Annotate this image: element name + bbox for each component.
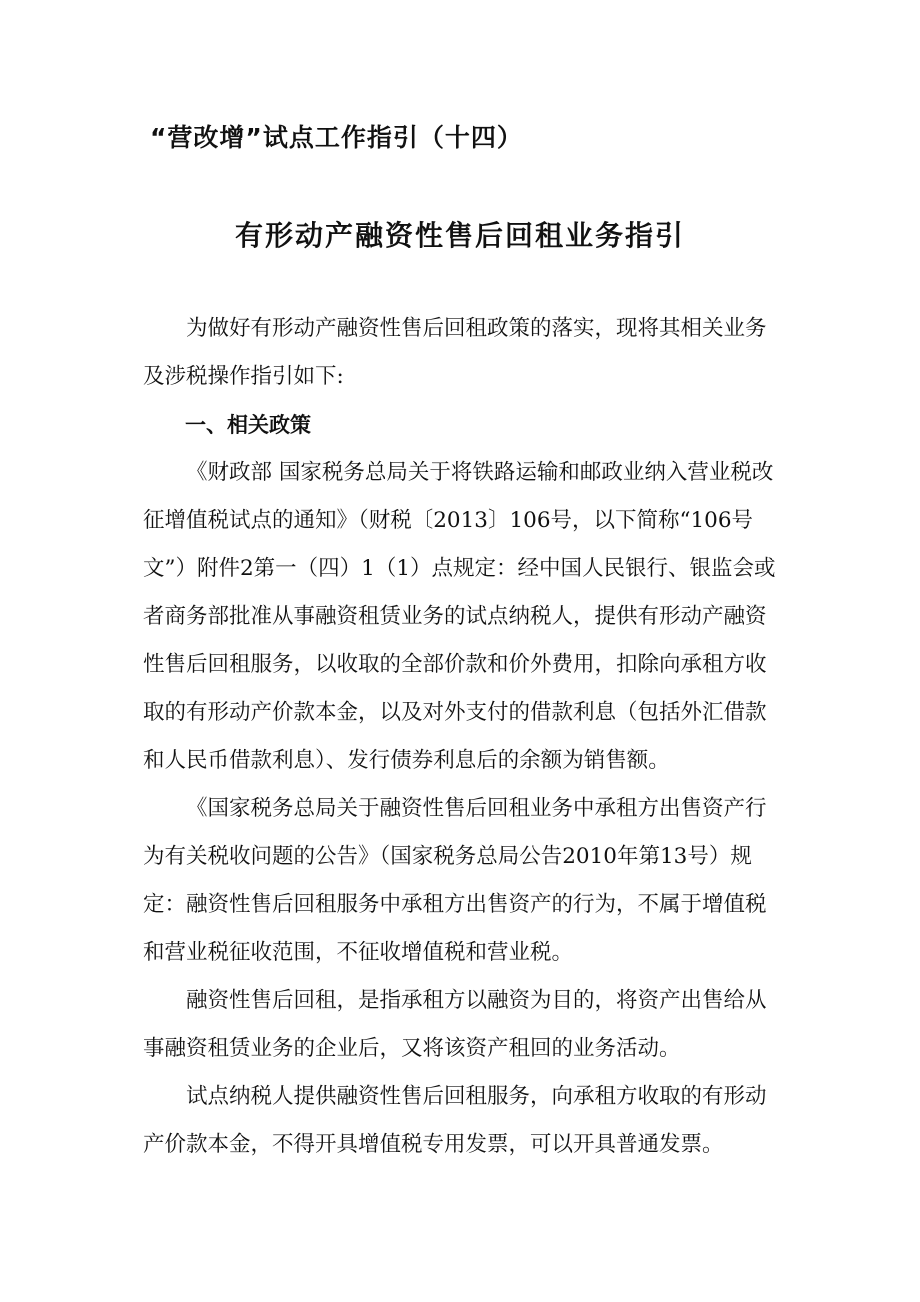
invoice-paragraph: 试点纳税人提供融资性售后回租服务，向承租方收取的有形动产价款本金，不得开具增值税专用发票，可以开具普通发票。 [143,1084,767,1157]
intro-paragraph: 为做好有形动产融资性售后回租政策的落实，现将其相关业务及涉税操作指引如下: [143,316,767,389]
series-title: “营改增”试点工作指引（十四） [150,123,523,152]
document-title: 有形动产融资性售后回租业务指引 [234,219,685,252]
policy-paragraph-1: 《财政部 国家税务总局关于将铁路运输和邮政业纳入营业税改征增值税试点的通知》（财税〔2013〕106号，以下简称“106号文”）附件2第一（四）1（1）点规定：经中国人民银行、银监会或者商务部批准从事融资租赁业务的试点纳税人，提供有形动产融资性售后回租服务，以收取的全部价款和价外费用，扣除向承租方收取的有形动产价款本金，以及对外支付的借款利息（包括外汇借款和人民币借款利息）、发行债券利息后的余额为销售额。 [143,460,776,773]
policy-paragraph-2: 《国家税务总局关于融资性售后回租业务中承租方出售资产行为有关税收问题的公告》（国家税务总局公告2010年第13号）规定：融资性售后回租服务中承租方出售资产的行为，不属于增值税和营业税征收范围，不征收增值税和营业税。 [143,796,767,965]
definition-paragraph: 融资性售后回租，是指承租方以融资为目的，将资产出售给从事融资租赁业务的企业后，又将该资产租回的业务活动。 [143,988,767,1061]
document-body [143,305,783,1169]
section-heading: 一、相关政策 [185,413,311,437]
